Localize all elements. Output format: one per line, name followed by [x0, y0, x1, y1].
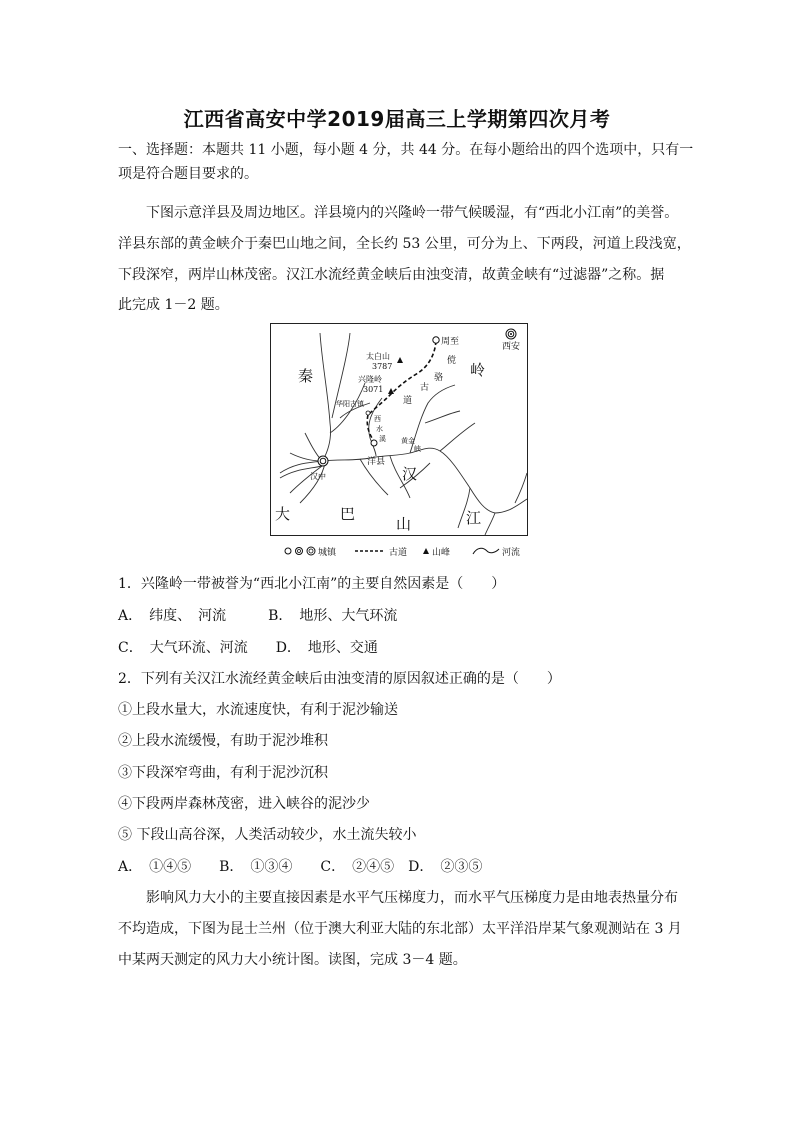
question-2-item-1: ①上段水量大，水流速度快，有利于泥沙输送 [118, 702, 398, 718]
legend-town-icon [285, 548, 291, 554]
passage2-line-3: 中某两天测定的风力大小统计图。读图，完成 3－4 题。 [118, 952, 467, 968]
label-gu: 古 [420, 383, 430, 393]
hanzhong-city [318, 456, 328, 466]
passage1-line-1: 下图示意洋县及周边地区。洋县境内的兴隆岭一带气候暖湿，有“西北小江南”的美誉。 [146, 205, 679, 221]
label-xi2: 溪 [379, 435, 386, 443]
label-shui: 水 [376, 425, 383, 433]
legend-town-label: 城镇 [318, 548, 337, 558]
label-qin: 秦 [298, 367, 314, 385]
xian-city [506, 329, 516, 339]
label-xian: 西安 [502, 342, 521, 352]
legend-river-label: 河流 [502, 548, 521, 558]
label-xi: 西 [374, 415, 381, 423]
label-zhouzhi: 周至 [441, 337, 460, 347]
label-tang: 傥 [447, 356, 457, 366]
label-xia: 峡 [414, 445, 421, 453]
question-1-options-row-2: C． 大气环流、河流 D． 地形、交通 [118, 640, 378, 656]
question-1-stem: 1．兴隆岭一带被誉为“西北小江南”的主要自然因素是（ ） [118, 576, 506, 592]
question-2-item-5: ⑤ 下段山高谷深，人类活动较少，水土流失较小 [118, 827, 417, 843]
label-jiang: 江 [466, 509, 482, 527]
section-intro-line-1: 一、选择题：本题共 11 小题，每小题 4 分，共 44 分。在每小题给出的四个选项中，只有一 [118, 142, 694, 158]
legend-peak-icon [423, 548, 429, 554]
map-frame [271, 324, 528, 536]
passage1-line-4: 此完成 1－2 题。 [118, 297, 229, 313]
question-2-stem: 2．下列有关汉江水流经黄金峡后由浊变清的原因叙述正确的是（ ） [118, 671, 561, 687]
question-1-options-row-1: A． 纬度、 河流 B． 地形、大气环流 [118, 608, 398, 624]
label-taibai-elev: 3787 [372, 362, 393, 371]
legend-svg [283, 543, 533, 559]
section-intro-line-2: 项是符合题目要求的。 [118, 166, 258, 182]
legend-road-label: 古道 [389, 548, 408, 558]
passage1-line-3: 下段深窄，两岸山林茂密。汉江水流经黄金峡后由浊变清，故黄金峡有“过滤器”之称。据 [118, 267, 665, 283]
question-2-item-3: ③下段深窄弯曲，有利于泥沙沉积 [118, 765, 328, 781]
label-han: 汉 [402, 465, 418, 483]
label-taibaishan: 太白山 [366, 352, 390, 361]
question-2-item-4: ④下段两岸森林茂密，进入峡谷的泥沙少 [118, 796, 370, 812]
map-svg [270, 323, 528, 536]
label-luo: 骆 [434, 373, 444, 383]
yangxian-map [270, 323, 528, 536]
huayang-town [366, 411, 370, 415]
zhouzhi-town [433, 337, 439, 343]
label-ling: 岭 [470, 361, 486, 379]
question-2-item-2: ②上段水流缓慢，有助于泥沙堆积 [118, 733, 328, 749]
label-xinglong-elev: 3071 [363, 385, 384, 394]
page-title: 江西省高安中学2019届高三上学期第四次月考 [183, 107, 611, 131]
label-shan: 山 [396, 515, 412, 533]
question-2-options: A． ①④⑤ B． ①③④ C． ②④⑤ D． ②③⑤ [118, 859, 483, 875]
label-ba: 巴 [340, 505, 356, 523]
label-dao: 道 [403, 396, 413, 406]
legend-peak-label: 山峰 [432, 548, 451, 558]
yangxian-town [371, 440, 377, 446]
legend-river-icon [473, 548, 499, 554]
label-huangjin: 黄金 [401, 437, 415, 445]
label-yangxian: 洋县 [367, 457, 386, 467]
passage2-line-1: 影响风力大小的主要直接因素是水平气压梯度力，而水平气压梯度力是由地表热量分布 [146, 890, 678, 906]
label-da: 大 [275, 505, 291, 523]
passage2-line-2: 不均造成，下图为昆士兰州（位于澳大利亚大陆的东北部）太平洋沿岸某气象观测站在 3 月 [118, 921, 682, 937]
passage1-line-2: 洋县东部的黄金峡介于秦巴山地之间，全长约 53 公里，可分为上、下两段，河道上段浅宽， [118, 236, 691, 252]
label-hanzhong: 汉中 [310, 472, 326, 481]
label-huayang: 华阳古镇 [336, 400, 364, 408]
label-xinglongling: 兴隆岭 [358, 375, 382, 384]
map-legend [283, 543, 533, 559]
